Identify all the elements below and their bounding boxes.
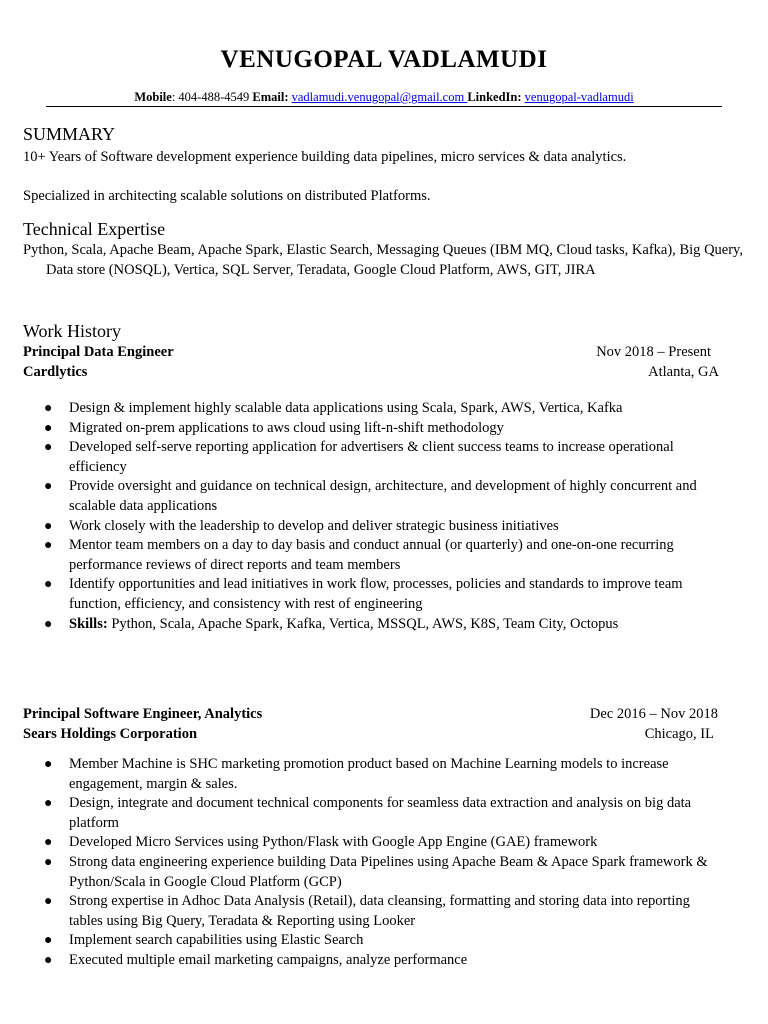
job-1-header — [23, 342, 720, 382]
skills-label: Skills: — [69, 615, 108, 632]
skills-item — [23, 615, 720, 635]
summary-line-2: Specialized in architecting scalable solutions on distributed Platforms. — [23, 188, 431, 204]
technical-heading: Technical Expertise — [23, 219, 166, 239]
skills-text: Python, Scala, Apache Spark, Kafka, Vertica, MSSQL, AWS, K8S, Team City, Octopus — [107, 615, 619, 632]
list-item — [23, 951, 720, 971]
list-item — [23, 575, 720, 614]
job-2-bullets — [23, 755, 720, 971]
job-2-company: Sears Holdings Corporation — [23, 726, 198, 742]
linkedin-label: LinkedIn: — [467, 90, 522, 104]
list-item — [23, 755, 720, 794]
linkedin-link[interactable]: venugopal-vadlamudi — [524, 90, 634, 104]
bullet-icon: ● — [44, 757, 53, 772]
bullet-icon: ● — [44, 933, 53, 949]
list-item — [23, 399, 720, 419]
bullet-text: Identify opportunities and lead initiatives in work flow, processes, policies and standards to improve team function, efficiency, and consistency with rest of engineering — [69, 576, 683, 612]
bullet-text: Mentor team members on a day to day basis and conduct annual (or quarterly) and one-on-one recurring performance reviews of direct reports and team members — [69, 537, 674, 573]
bullet-icon: ● — [44, 835, 53, 851]
mobile-number: : 404-488-4549 — [171, 90, 253, 104]
job-1-title: Principal Data Engineer — [23, 344, 174, 360]
bullet-icon: ● — [44, 577, 53, 593]
email-label: Email: — [252, 90, 289, 104]
list-item — [23, 931, 720, 951]
job-2-title: Principal Software Engineer, Analytics — [23, 706, 263, 722]
email-link[interactable]: vadlamudi.venugopal@gmail.com — [291, 90, 468, 104]
bullet-text: Provide oversight and guidance on technical design, architecture, and development of highly concurrent and scalable data applications — [69, 478, 697, 514]
job-1-location: Atlanta, GA — [648, 364, 719, 380]
bullet-icon: ● — [44, 420, 53, 436]
bullet-icon: ● — [44, 538, 53, 554]
list-item — [23, 833, 720, 853]
bullet-icon: ● — [44, 952, 53, 968]
work-history-heading: Work History — [23, 321, 122, 341]
candidate-name: VENUGOPAL VADLAMUDI — [220, 46, 548, 73]
bullet-text: Developed Micro Services using Python/Flask with Google App Engine (GAE) framework — [69, 834, 598, 851]
list-item — [23, 419, 720, 439]
bullet-icon: ● — [44, 440, 53, 456]
job-1-dates: Nov 2018 – Present — [596, 344, 711, 360]
list-item — [23, 517, 720, 537]
mobile-label: Mobile — [134, 90, 172, 104]
bullet-text: Developed self-serve reporting application for advertisers & client success teams to increase operational efficiency — [69, 439, 674, 475]
list-item — [23, 794, 720, 833]
technical-text: Python, Scala, Apache Beam, Apache Spark, Elastic Search, Messaging Queues (IBM MQ, Cloud tasks, Kafka), Big Query, Data store (NOSQL), Vertica, SQL Server, Teradata, Google Cloud Platform, AWS, GIT, JIRA — [23, 242, 743, 278]
job-1-company: Cardlytics — [23, 364, 88, 380]
list-item — [23, 892, 720, 931]
job-1-bullets — [23, 399, 720, 634]
bullet-text: Member Machine is SHC marketing promotion product based on Machine Learning models to increase engagement, margin & sales. — [69, 756, 669, 792]
bullet-icon: ● — [44, 616, 53, 632]
bullet-icon: ● — [44, 479, 53, 495]
bullet-text: Strong data engineering experience building Data Pipelines using Apache Beam & Apace Spark framework & Python/Scala in Google Cloud Platform (GCP) — [69, 853, 708, 890]
bullet-text: Migrated on-prem applications to aws cloud using lift-n-shift methodology — [69, 419, 504, 436]
bullet-text: Work closely with the leadership to develop and deliver strategic business initiatives — [69, 517, 559, 534]
bullet-icon: ● — [44, 796, 53, 812]
bullet-text: Implement search capabilities using Elastic Search — [69, 932, 364, 949]
bullet-icon: ● — [44, 894, 53, 910]
list-item — [23, 477, 720, 516]
bullet-text: Executed multiple email marketing campaigns, analyze performance — [69, 951, 468, 968]
contact-line — [46, 89, 722, 107]
bullet-icon: ● — [44, 518, 53, 534]
bullet-text: Design & implement highly scalable data applications using Scala, Spark, AWS, Vertica, Kafka — [69, 400, 623, 416]
list-item — [23, 536, 720, 575]
list-item — [23, 853, 720, 892]
bullet-icon: ● — [44, 401, 53, 416]
job-2-location: Chicago, IL — [644, 726, 714, 742]
job-2-dates: Dec 2016 – Nov 2018 — [589, 706, 718, 722]
bullet-text: Design, integrate and document technical components for seamless data extraction and analysis on big data platform — [69, 795, 692, 831]
job-2-header — [23, 704, 720, 744]
bullet-text: Strong expertise in Adhoc Data Analysis (Retail), data cleansing, formatting and storing data into reporting tables using Big Query, Teradata & Reporting using Looker — [69, 893, 690, 929]
summary-line-1: 10+ Years of Software development experience building data pipelines, micro services & data analytics. — [23, 149, 627, 165]
bullet-icon: ● — [44, 854, 53, 870]
summary-heading: SUMMARY — [23, 124, 116, 144]
list-item — [23, 438, 720, 477]
